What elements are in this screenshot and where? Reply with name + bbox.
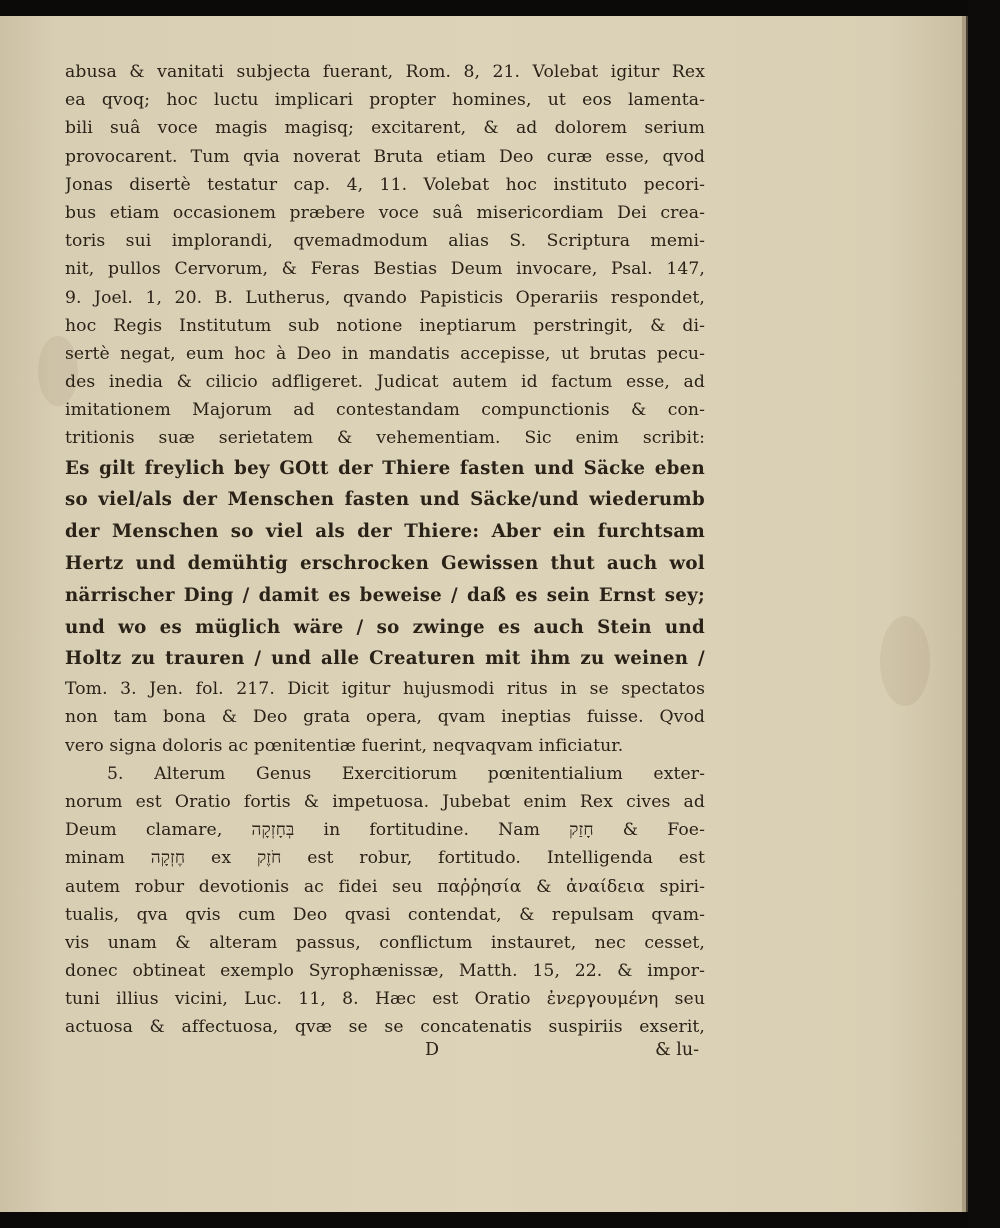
german-quote-line: Hertz und demühtig erschrocken Gewissen thut auch wol	[65, 553, 705, 575]
paper-stain	[880, 616, 930, 706]
text-line: donec obtineat exemplo Syrophænissæ, Matth. 15, 22. & impor-	[65, 961, 705, 982]
text-line: des inedia & cilicio adfligeret. Judicat autem id factum esse, ad	[65, 372, 705, 393]
text-line: vis unam & alteram passus, conflictum instauret, nec cesset,	[65, 932, 705, 953]
text-line: provocarent. Tum qvia noverat Bruta etiam Deo curæ esse, qvod	[65, 146, 705, 167]
text-line: Deum clamare, בְּחָזְקָה in fortitudine. Nam חָזַק & Foe-	[65, 820, 705, 841]
text-line: imitationem Majorum ad contestandam compunctionis & con-	[65, 400, 705, 421]
german-quote-line: und wo es müglich wäre / so zwinge es auch Stein und	[65, 616, 705, 638]
text-line: bus etiam occasionem præbere voce suâ misericordiam Dei crea-	[65, 202, 705, 223]
text-line: bili suâ voce magis magisq; excitarent, & ad dolorem serium	[65, 118, 705, 139]
text-line: tuni illius vicini, Luc. 11, 8. Hæc est Oratio ἐνεργουμένη seu	[65, 989, 705, 1010]
german-quote-line: so viel/als der Menschen fasten und Säcke/und wiederumb	[65, 489, 705, 511]
scan-border-right	[968, 0, 1000, 1228]
text-line: Tom. 3. Jen. fol. 217. Dicit igitur hujusmodi ritus in se spectatos	[65, 679, 705, 700]
page-body-text	[65, 58, 705, 1042]
paragraph-start-line: 5. Alterum Genus Exercitiorum pœnitentialium exter-	[107, 763, 705, 784]
text-line: 9. Joel. 1, 20. B. Lutherus, qvando Papisticis Operariis respondet,	[65, 287, 705, 308]
text-line: toris sui implorandi, qvemadmodum alias S. Scriptura memi-	[65, 231, 705, 252]
text-line: minam חֶזְקָה ex חֹזֶק est robur, fortitudo. Intelligenda est	[65, 848, 705, 869]
text-line: actuosa & affectuosa, qvæ se se concatenatis suspiriis exserit,	[65, 1017, 705, 1038]
german-quote-line: der Menschen so viel als der Thiere: Aber ein furchtsam	[65, 521, 705, 543]
text-line: tualis, qva qvis cum Deo qvasi contendat, & repulsam qvam-	[65, 904, 705, 925]
text-line: norum est Oratio fortis & impetuosa. Jubebat enim Rex cives ad	[65, 791, 705, 812]
signature-mark: D	[425, 1040, 440, 1060]
text-line: non tam bona & Deo grata opera, qvam ineptias fuisse. Qvod	[65, 707, 705, 728]
text-line: hoc Regis Institutum sub notione ineptiarum perstringit, & di-	[65, 315, 705, 336]
text-line: ea qvoq; hoc luctu implicari propter homines, ut eos lamenta-	[65, 90, 705, 111]
german-quote-line: Holtz zu trauren / und alle Creaturen mit ihm zu weinen /	[65, 648, 705, 670]
text-line: tritionis suæ serietatem & vehementiam. Sic enim scribit:	[65, 428, 705, 449]
catchword: & lu-	[655, 1040, 699, 1060]
german-quote-line: närrischer Ding / damit es beweise / daß es sein Ernst sey;	[65, 584, 705, 606]
text-line: sertè negat, eum hoc à Deo in mandatis accepisse, ut brutas pecu-	[65, 343, 705, 364]
text-line: Jonas disertè testatur cap. 4, 11. Volebat hoc instituto pecori-	[65, 174, 705, 195]
german-quote-line: Es gilt freylich bey GOtt der Thiere fasten und Säcke eben	[65, 457, 705, 479]
text-line: abusa & vanitati subjecta fuerant, Rom. 8, 21. Volebat igitur Rex	[65, 62, 705, 82]
text-line: vero signa doloris ac pœnitentiæ fuerint, neqvaqvam inficiatur.	[65, 735, 624, 756]
text-line: autem robur devotionis ac fidei seu παῤῥησία & ἀναίδεια spiri-	[65, 876, 705, 897]
page-footer	[65, 1040, 705, 1068]
text-line: nit, pullos Cervorum, & Feras Bestias Deum invocare, Psal. 147,	[65, 259, 705, 280]
